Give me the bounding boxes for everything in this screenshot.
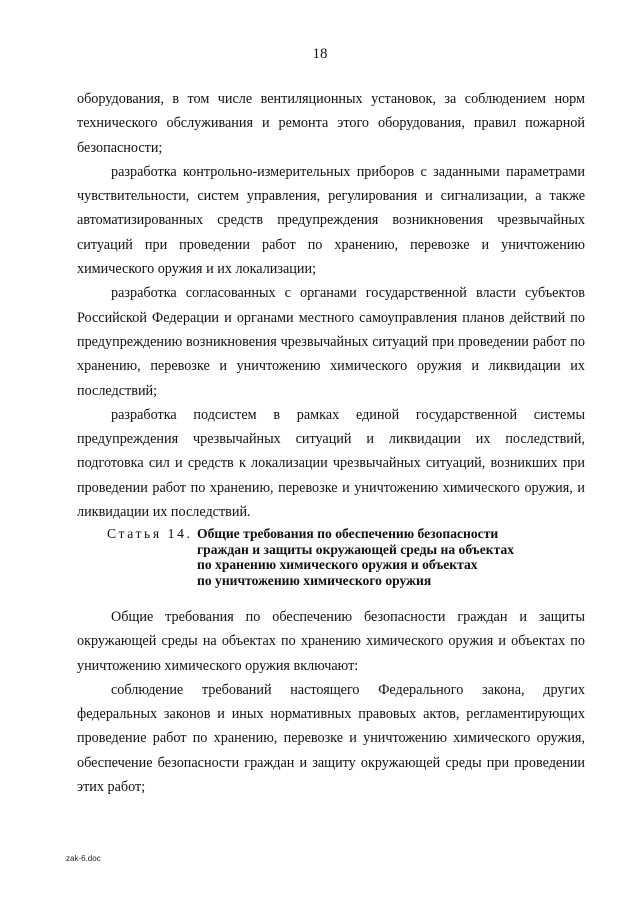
footer-file-name: zak-6.doc [66, 854, 101, 863]
paragraph-continuation: оборудования, в том числе вентиляционных установок, за соблюдением норм технического обслуживания и ремонта этого оборудования, правил пожарной безопасности; [77, 91, 585, 156]
article-title-line: по хранению химического оружия и объектах [197, 557, 478, 573]
paragraph-instruments: разработка контрольно-измерительных приборов с заданными параметрами чувствительности, систем управления, регулирования и сигнализации, а также автоматизированных средств предупреждения возникновения чрезвычайных ситуаций при проведении работ по хранению, перевозке и уничтожению химического оружия и их локализации; [77, 163, 585, 278]
text-block-top [77, 87, 585, 524]
article-title [197, 526, 577, 588]
article-title-line: по уничтожению химического оружия [197, 572, 432, 588]
article-title-line: Общие требования по обеспечению безопасности [197, 526, 499, 541]
paragraph-general-requirements: Общие требования по обеспечению безопасности граждан и защиты окружающей среды на объектах по хранению химического оружия и объектах по уничтожению химического оружия включают: [77, 609, 585, 674]
text-block-bottom [77, 605, 585, 799]
article-label: Статья 14. [107, 526, 193, 541]
paragraph-subsystems: разработка подсистем в рамках единой государственной системы предупреждения чрезвычайных ситуаций и ликвидации их последствий, подготовка сил и средств к локализации чрезвычайных ситуаций, возникших при проведении работ по хранению, перевозке и уничтожению химического оружия, и ликвидации их последствий. [77, 406, 585, 521]
paragraph-action-plans: разработка согласованных с органами государственной власти субъектов Российской Федерации и органами местного самоуправления планов действий по предупреждению возникновения чрезвычайных ситуаций при проведении работ по хранению, перевозке и уничтожению химического оружия и ликвидации их последствий; [77, 285, 585, 399]
page-number: 18 [312, 46, 328, 62]
paragraph-compliance: соблюдение требований настоящего Федерального закона, других федеральных законов и иных нормативных правовых актов, регламентирующих проведение работ по хранению, перевозке и уничтожению химического оружия, обеспечение безопасности граждан и защиту окружающей среды при проведении этих работ; [77, 681, 585, 796]
article-title-line: граждан и защиты окружающей среды на объектах [197, 541, 515, 557]
